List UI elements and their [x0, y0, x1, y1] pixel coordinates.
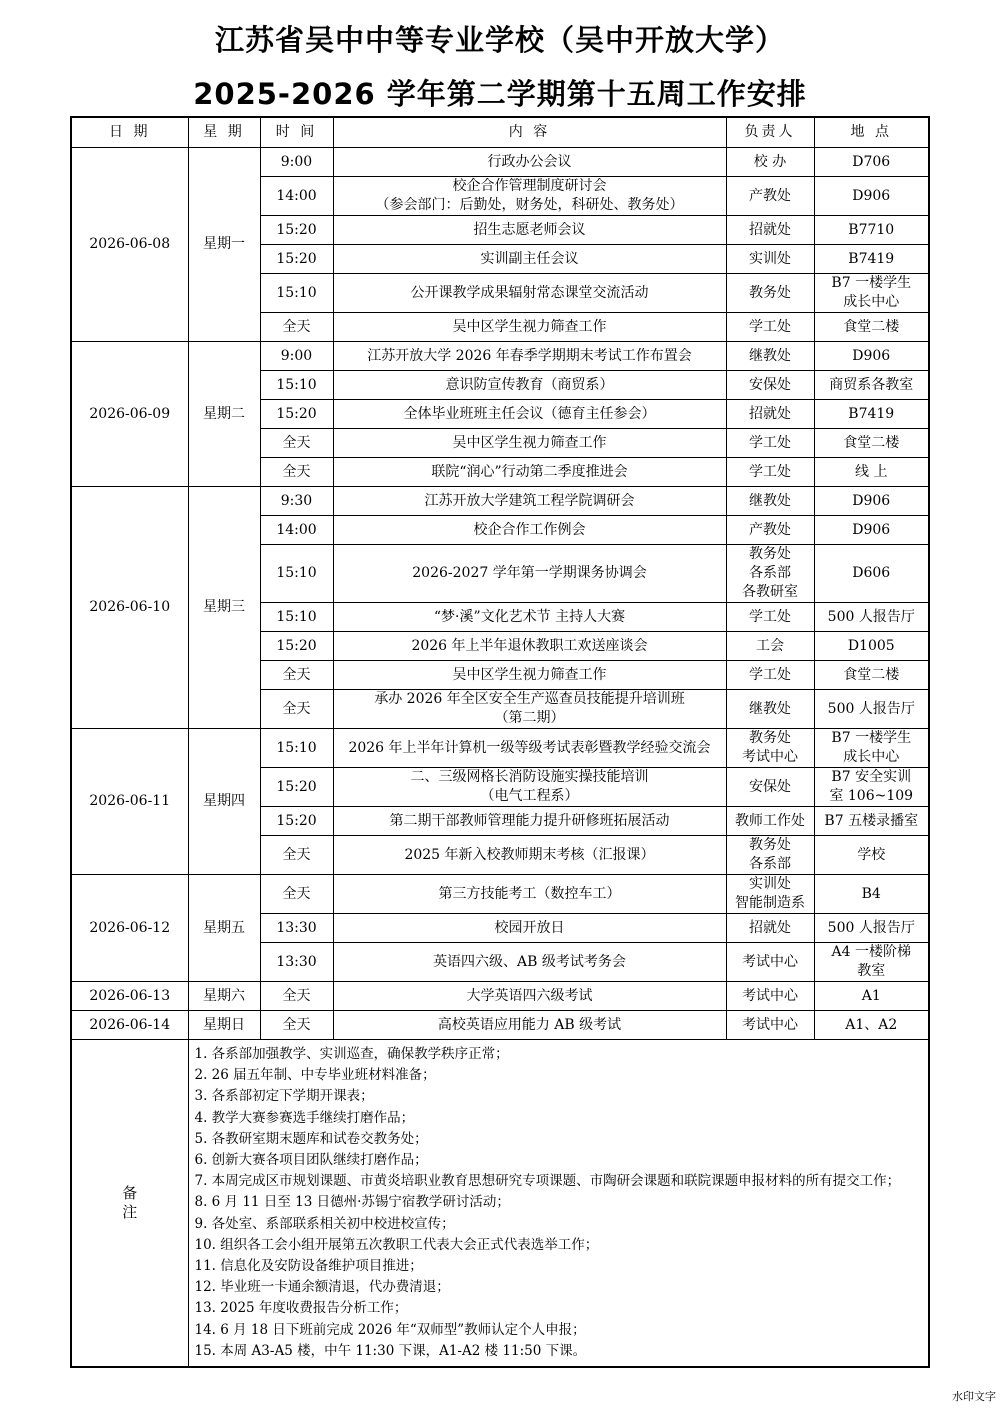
- owner-cell: 招就处: [726, 400, 814, 429]
- time-cell: 15:20: [260, 768, 333, 807]
- weekday-cell: 星期三: [188, 487, 260, 729]
- document-title: 江苏省吴中中等专业学校（吴中开放大学）: [214, 23, 785, 57]
- note-item: 3. 各系部初定下学期开课表；: [194, 1088, 374, 1105]
- note-item: 6. 创新大赛各项目团队继续打磨作品；: [194, 1152, 428, 1169]
- owner-cell: 学工处: [726, 603, 814, 632]
- place-cell: 学校: [814, 836, 929, 875]
- content-cell: 2026 年上半年计算机一级等级考试表彰暨教学经验交流会: [333, 729, 726, 768]
- table-row: [71, 342, 929, 371]
- header-date: 日 期: [71, 117, 188, 148]
- table-row: [71, 875, 929, 914]
- table-header-row: [71, 117, 929, 148]
- header-place: 地 点: [814, 117, 929, 148]
- place-cell: D706: [814, 148, 929, 177]
- place-cell: D906: [814, 516, 929, 545]
- place-cell: B7 安全实训 室 106~109: [814, 768, 929, 807]
- time-cell: 15:20: [260, 216, 333, 245]
- time-cell: 15:20: [260, 245, 333, 274]
- time-cell: 15:10: [260, 274, 333, 313]
- owner-cell: 产教处: [726, 177, 814, 216]
- place-cell: D906: [814, 177, 929, 216]
- place-cell: B7710: [814, 216, 929, 245]
- content-cell: 意识防宣传教育（商贸系）: [333, 371, 726, 400]
- time-cell: 全天: [260, 1011, 333, 1040]
- content-cell: 公开课教学成果辐射常态课堂交流活动: [333, 274, 726, 313]
- time-cell: 全天: [260, 429, 333, 458]
- schedule-table: [70, 116, 930, 1368]
- table-row: [71, 487, 929, 516]
- note-item: 5. 各教研室期末题库和试卷交教务处；: [194, 1130, 428, 1147]
- weekday-cell: 星期六: [188, 982, 260, 1011]
- owner-cell: 教务处: [726, 274, 814, 313]
- weekday-cell: 星期日: [188, 1011, 260, 1040]
- content-cell: 承办 2026 年全区安全生产巡查员技能提升培训班 （第二期）: [333, 690, 726, 729]
- owner-cell: 教务处 考试中心: [726, 729, 814, 768]
- place-cell: 食堂二楼: [814, 313, 929, 342]
- content-cell: 实训副主任会议: [333, 245, 726, 274]
- time-cell: 全天: [260, 836, 333, 875]
- owner-cell: 学工处: [726, 313, 814, 342]
- time-cell: 全天: [260, 982, 333, 1011]
- place-cell: 商贸系各教室: [814, 371, 929, 400]
- table-row: [71, 729, 929, 768]
- content-cell: 行政办公会议: [333, 148, 726, 177]
- content-cell: 吴中区学生视力筛查工作: [333, 313, 726, 342]
- time-cell: 全天: [260, 875, 333, 914]
- note-item: 13. 2025 年度收费报告分析工作；: [194, 1300, 408, 1317]
- time-cell: 13:30: [260, 914, 333, 943]
- content-cell: 2026-2027 学年第一学期课务协调会: [333, 545, 726, 603]
- content-cell: “梦·溪”文化艺术节 主持人大赛: [333, 603, 726, 632]
- owner-cell: 实训处 智能制造系: [726, 875, 814, 914]
- place-cell: D906: [814, 342, 929, 371]
- time-cell: 9:30: [260, 487, 333, 516]
- content-cell: 招生志愿老师会议: [333, 216, 726, 245]
- weekday-cell: 星期一: [188, 148, 260, 342]
- owner-cell: 考试中心: [726, 943, 814, 982]
- weekday-cell: 星期二: [188, 342, 260, 487]
- content-cell: 2026 年上半年退休教职工欢送座谈会: [333, 632, 726, 661]
- time-cell: 15:10: [260, 603, 333, 632]
- header-owner: 负责人: [726, 117, 814, 148]
- place-cell: 食堂二楼: [814, 661, 929, 690]
- content-cell: 二、三级网格长消防设施实操技能培训 （电气工程系）: [333, 768, 726, 807]
- owner-cell: 产教处: [726, 516, 814, 545]
- place-cell: B7419: [814, 245, 929, 274]
- note-item: 8. 6 月 11 日至 13 日德州·苏锡宁宿教学研讨活动；: [194, 1194, 510, 1211]
- owner-cell: 招就处: [726, 914, 814, 943]
- date-cell: 2026-06-09: [71, 342, 188, 487]
- owner-cell: 教师工作处: [726, 807, 814, 836]
- owner-cell: 教务处 各系部 各教研室: [726, 545, 814, 603]
- note-item: 10. 组织各工会小组开展第五次教职工代表大会正式代表选举工作；: [194, 1236, 599, 1253]
- header-weekday: 星 期: [188, 117, 260, 148]
- note-item: 2. 26 届五年制、中专毕业班材料准备；: [194, 1067, 436, 1084]
- table-row: [71, 1011, 929, 1040]
- owner-cell: 教务处 各系部: [726, 836, 814, 875]
- place-cell: B7 一楼学生 成长中心: [814, 274, 929, 313]
- place-cell: B7419: [814, 400, 929, 429]
- content-cell: 校园开放日: [333, 914, 726, 943]
- time-cell: 14:00: [260, 516, 333, 545]
- date-cell: 2026-06-08: [71, 148, 188, 342]
- time-cell: 15:20: [260, 632, 333, 661]
- note-item: 9. 各处室、系部联系相关初中校进校宣传；: [194, 1215, 455, 1232]
- place-cell: 500 人报告厅: [814, 603, 929, 632]
- content-cell: 校企合作工作例会: [333, 516, 726, 545]
- time-cell: 全天: [260, 313, 333, 342]
- time-cell: 全天: [260, 661, 333, 690]
- place-cell: 500 人报告厅: [814, 914, 929, 943]
- content-cell: 吴中区学生视力筛查工作: [333, 661, 726, 690]
- content-cell: 校企合作管理制度研讨会 （参会部门：后勤处，财务处，科研处、教务处）: [333, 177, 726, 216]
- content-cell: 英语四六级、AB 级考试考务会: [333, 943, 726, 982]
- time-cell: 全天: [260, 458, 333, 487]
- place-cell: B7 一楼学生 成长中心: [814, 729, 929, 768]
- time-cell: 9:00: [260, 148, 333, 177]
- owner-cell: 继教处: [726, 487, 814, 516]
- owner-cell: 学工处: [726, 661, 814, 690]
- owner-cell: 实训处: [726, 245, 814, 274]
- owner-cell: 继教处: [726, 342, 814, 371]
- place-cell: 食堂二楼: [814, 429, 929, 458]
- note-item: 11. 信息化及安防设备维护项目推进；: [194, 1258, 423, 1275]
- date-cell: 2026-06-13: [71, 982, 188, 1011]
- note-item: 14. 6 月 18 日下班前完成 2026 年“双师型”教师认定个人申报；: [194, 1321, 586, 1338]
- time-cell: 15:20: [260, 400, 333, 429]
- time-cell: 9:00: [260, 342, 333, 371]
- owner-cell: 考试中心: [726, 982, 814, 1011]
- place-cell: B7 五楼录播室: [814, 807, 929, 836]
- date-cell: 2026-06-11: [71, 729, 188, 875]
- content-cell: 2025 年新入校教师期末考核（汇报课）: [333, 836, 726, 875]
- owner-cell: 学工处: [726, 429, 814, 458]
- date-cell: 2026-06-14: [71, 1011, 188, 1040]
- place-cell: A4 一楼阶梯 教室: [814, 943, 929, 982]
- time-cell: 15:10: [260, 371, 333, 400]
- owner-cell: 学工处: [726, 458, 814, 487]
- place-cell: A1、A2: [814, 1011, 929, 1040]
- header-content: 内 容: [333, 117, 726, 148]
- time-cell: 全天: [260, 690, 333, 729]
- document-subtitle: 2025-2026 学年第二学期第十五周工作安排: [193, 77, 807, 111]
- date-cell: 2026-06-12: [71, 875, 188, 982]
- content-cell: 吴中区学生视力筛查工作: [333, 429, 726, 458]
- date-cell: 2026-06-10: [71, 487, 188, 729]
- place-cell: D906: [814, 487, 929, 516]
- place-cell: D1005: [814, 632, 929, 661]
- time-cell: 13:30: [260, 943, 333, 982]
- owner-cell: 招就处: [726, 216, 814, 245]
- content-cell: 江苏开放大学 2026 年春季学期期末考试工作布置会: [333, 342, 726, 371]
- notes-row: [71, 1040, 929, 1368]
- notes-content: [188, 1040, 929, 1368]
- weekday-cell: 星期五: [188, 875, 260, 982]
- note-item: 1. 各系部加强教学、实训巡查，确保教学秩序正常；: [194, 1046, 509, 1062]
- place-cell: 线 上: [814, 458, 929, 487]
- note-item: 4. 教学大赛参赛选手继续打磨作品；: [194, 1109, 415, 1126]
- content-cell: 高校英语应用能力 AB 级考试: [333, 1011, 726, 1040]
- note-item: 15. 本周 A3-A5 楼，中午 11:30 下课，A1-A2 楼 11:50 下课。: [194, 1342, 587, 1359]
- note-item: 7. 本周完成区市规划课题、市黄炎培职业教育思想研究专项课题、市陶研会课题和联院课题申报材料的所有提交工作；: [194, 1173, 901, 1190]
- content-cell: 第三方技能考工（数控车工）: [333, 875, 726, 914]
- content-cell: 联院“润心”行动第二季度推进会: [333, 458, 726, 487]
- notes-label: 备 注: [71, 1040, 188, 1368]
- time-cell: 15:10: [260, 729, 333, 768]
- weekday-cell: 星期四: [188, 729, 260, 875]
- owner-cell: 考试中心: [726, 1011, 814, 1040]
- table-row: [71, 148, 929, 177]
- owner-cell: 安保处: [726, 768, 814, 807]
- time-cell: 15:20: [260, 807, 333, 836]
- content-cell: 第二期干部教师管理能力提升研修班拓展活动: [333, 807, 726, 836]
- owner-cell: 继教处: [726, 690, 814, 729]
- time-cell: 15:10: [260, 545, 333, 603]
- header-time: 时 间: [260, 117, 333, 148]
- content-cell: 大学英语四六级考试: [333, 982, 726, 1011]
- place-cell: A1: [814, 982, 929, 1011]
- place-cell: D606: [814, 545, 929, 603]
- time-cell: 14:00: [260, 177, 333, 216]
- table-row: [71, 982, 929, 1011]
- place-cell: 500 人报告厅: [814, 690, 929, 729]
- content-cell: 江苏开放大学建筑工程学院调研会: [333, 487, 726, 516]
- watermark-text: 水印文字: [952, 1390, 996, 1403]
- owner-cell: 校 办: [726, 148, 814, 177]
- content-cell: 全体毕业班班主任会议（德育主任参会）: [333, 400, 726, 429]
- place-cell: B4: [814, 875, 929, 914]
- note-item: 12. 毕业班一卡通余额清退，代办费清退；: [194, 1279, 450, 1296]
- owner-cell: 安保处: [726, 371, 814, 400]
- owner-cell: 工会: [726, 632, 814, 661]
